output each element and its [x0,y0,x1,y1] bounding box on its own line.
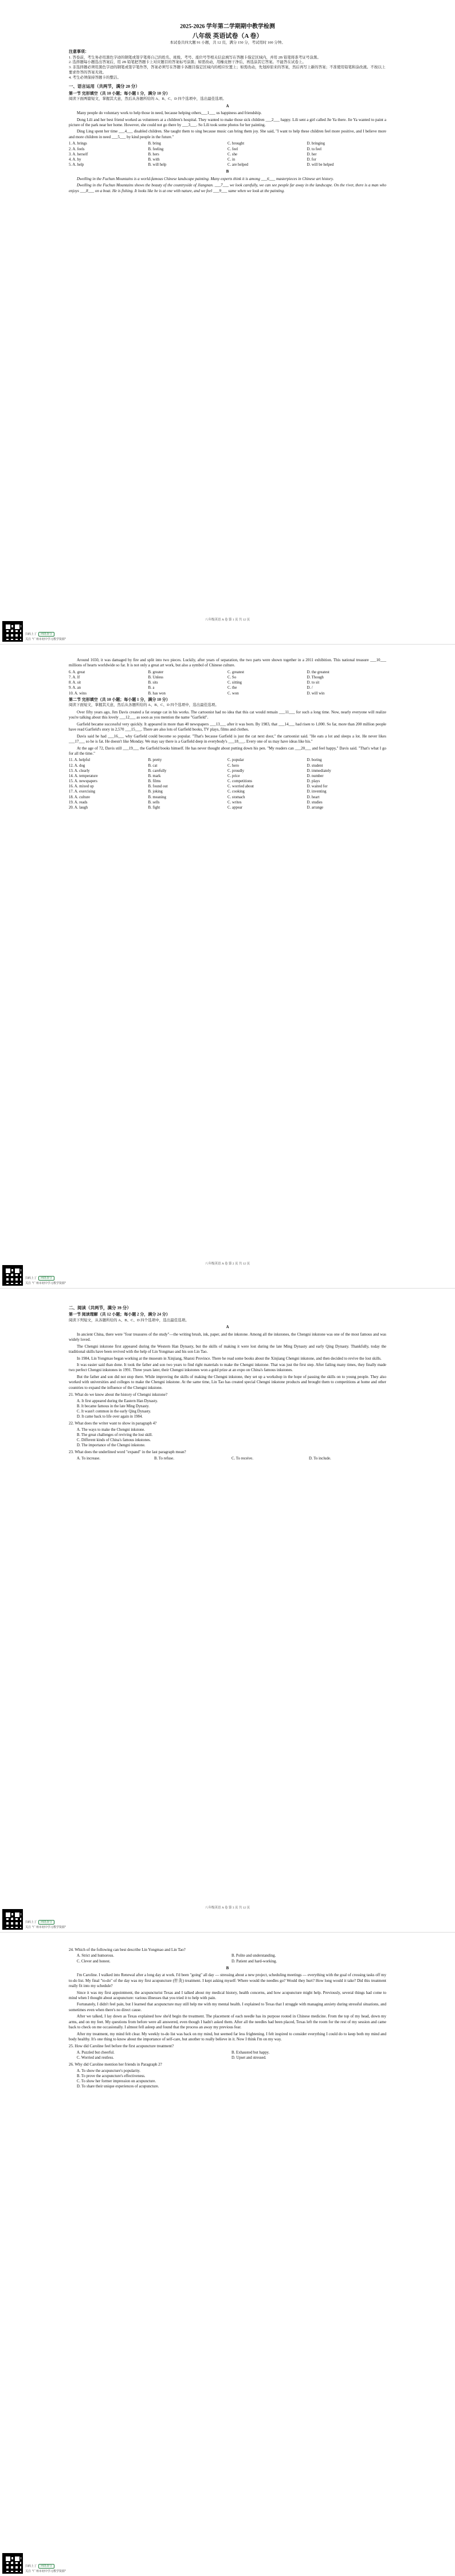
passage-paragraph: It was easier said than done. It took the father and son two years to find right materials to make the Chengni inkstone. That was just the first step. After failing many times, they finally made two perfect Chengni inkstones in 1991. Three years later, their Chengni inkstones won a gold prize at an expo on China's famous inkstones. [69,1362,386,1373]
option: 4. A. by [69,157,81,162]
question-option: D. It came back to life over again in 1984. [77,1415,143,1419]
passage-paragraph: After we talked, I lay down as Texas explained how she'd begin the treatment. The placement of each needle has its purpose rooted in Chinese medicine. From the top of my head, down my arms, and on my feet. My questions from before were all answered, even though I hadn't asked them. After all the needles had been placed, Texas left the room for the rest of my session and came back to check on me occasionally. I almost fell asleep and found that the process an away my previous fear. [69,2014,386,2030]
options-grid [77,2050,386,2060]
question-option: C. To show her former impression on acupuncture. [77,2079,156,2084]
question-option: A. To show the acupuncture's popularity. [77,2068,140,2073]
notice-item: 1. 答卷前，考生务必用黑色字迹的钢笔或签字笔将自己的姓名、班级、考号、座位号等相关信息填写在答题卡指定区域内，并用 2B 铅笔将准考证号涂黑。 [69,55,321,60]
option: D. student [307,763,323,768]
option: B. feeling [148,147,164,151]
passage-paragraph: In 1984, Lin Yongmao began working at the museum in Xinjiang, Shanxi Province. There he read some books about the Xinjiang Chengni inkstone, and then decided to revive the lost skills. [77,1356,382,1361]
part-2-section-1-title: 第一节 阅读理解（共 12 小题；每小题 2 分，满分 24 分） [69,1312,170,1317]
qr-block[interactable] [2,2553,66,2574]
passage-paragraph: In ancient China, there were "four treasures of the study"—the writing brush, ink, paper, and the inkstone. Among all the inkstones, the Chengni inkstone was one of the most famous and was widely loved. [69,1332,386,1342]
option: D. arrange [307,805,324,810]
page-1-content [69,23,386,195]
passage-paragraph: Davis said he had ___16___ why Garfield could become so popular. "That's because Garfield is just the cat next door," the cartoonist said. "He eats a lot and sleeps a lot. He never likes ___17___ so he is fat. He doesn't like Monday. We may say there is a Garfield deep in everybody's ___18___. Every one of us may have ideas like his." [69,733,386,744]
option: B. sells [148,800,160,805]
option: C. writes [227,800,242,805]
option: A. Puzzled but cheerful. [77,2050,115,2055]
option: C. competitions [227,779,253,784]
option: D. heart [307,795,320,799]
question-stem: 26. Why did Caroline mention her friends in Paragraph 2? [69,2062,162,2067]
option: A. To increase. [77,1456,100,1461]
passage-paragraph: Over fifty years ago, Jim Davis created a fat orange cat in his works. The cartoonist had no idea that this cat would remain ___11___ for such a long time. Now, nearly everyone will realize you're talking about this lovely ___12___ as soon as you mention the name "Garfield". [69,709,386,720]
option: D. her [307,152,317,157]
qr-caption: 关注 "广州市初中学习教学资源" [25,1926,66,1930]
option: 8. A. sit [69,681,81,685]
question-option: B. The great challenges of reviving the lost skill. [77,1433,153,1437]
option: D. boring [307,758,322,763]
option: B. Polite and understanding. [232,1954,276,1958]
qr-caption: 关注 "广州市初中学习教学资源" [25,2570,66,2574]
qr-badge: 网络查分 [38,2564,54,2569]
option: B. a [148,686,155,690]
option: C. feel [227,147,238,151]
qr-tag [25,2564,66,2569]
options-row [69,670,386,675]
passage-paragraph: Garfield became successful very quickly. It appeared in more than 40 newspapers ___13___ after it was born. By 1983, that ___14___ had risen to 1,000. So far, more than 200 million people have read Garfield's story in 2,570 ___15___. There are also lots of Garfield books, TV plays, films and clothes. [69,721,386,732]
notice-title: 注意事项： [69,49,89,54]
option: C. greatest [227,670,245,674]
option: 15. A. newspapers [69,779,97,784]
option: B. joking [148,790,163,794]
options-row [69,795,386,800]
options-row [69,774,386,779]
qr-block[interactable] [2,1265,66,1286]
option: B. pretty [148,758,162,763]
qr-tag-label: 扫码上了 [25,632,37,636]
option: 20. A. laugh [69,805,88,810]
question-option: B. It became famous in the late Ming Dynasty. [77,1404,150,1408]
exam-subtitle: 八年级 英语试卷（A 卷） [192,32,263,40]
passage-paragraph: After my treatment, my mind felt clear. My weekly to-do list was back on my mind, but seemed far less frightening. I felt inspired to consider everything I could do to keep both my mind and body healthy. It's one thing to know about the importance of self-care, but another to really believe in it. Now I think I'm on my way. [69,2031,386,2042]
option: C. stomach [227,795,245,799]
option: 5. A. help [69,163,84,167]
passage-paragraph: At the age of 72, Davis still ___19___ the Garfield books himself. He has never thought about putting down his pen. "My readers can ___20___ and feel happy," Davis said. "That's what I go for all the time." [69,746,386,756]
option: 2. A. feels [69,147,85,151]
question-option: D. To share their unique experiences of acupuncture. [77,2085,159,2089]
page-footer: 八年级英语 A 卷 第 2 页 共 12 页 [205,1262,250,1266]
option: 7. A. If [69,676,80,680]
option: C. the [227,686,237,690]
option: 12. A. dog [69,763,85,768]
option: 19. A. reads [69,800,88,805]
option: D. Though [307,676,324,680]
option: B. found out [148,784,168,789]
exam-page-4 [0,1932,455,2576]
option: C. appear [227,805,243,810]
question-stem: 21. What do we know about the history of Chengni inkstone? [69,1392,167,1398]
passage-paragraph: Fortunately, I didn't feel pain, but I learned that acupuncture may still help me with my mental health. I explained to Texas that I struggle with managing anxiety during stressful situations, and sometimes even when there's no direct cause. [69,2002,386,2012]
page-footer: 八年级英语 A 卷 第 1 页 共 12 页 [205,618,250,622]
part-1-section-2-instructions: 阅读下面短文，掌握其大意，然后从各题所给的 A、B、C、D 四个选项中，选出最佳选项。 [69,703,219,708]
page-footer: 八年级英语 A 卷 第 3 页 共 12 页 [205,1906,250,1910]
option: D. bringing [307,142,325,146]
passage-paragraph: Around 1650, it was damaged by fire and split into two pieces. Luckily, after years of separation, the two parts were shown together in a 2011 exhibition. This national treasure ___10___ millions of hearts worldwide so far. It is not only a great art work, but also a symbol of Chinese culture. [69,658,386,668]
option: D. number [307,774,324,778]
exam-note: 本试卷共四大题 91 小题，共 12 页，满分 150 分，考试用时 100 分钟。 [170,41,285,45]
option: C. So [227,676,237,680]
part-1-section-1-instructions: 阅读下面两篇短文，掌握其大意，然后从各题所给的 A、B、C、D 四个选项中，选出最佳选项。 [69,96,226,101]
option: D. immediately [307,768,331,773]
option: D. to sit [307,681,320,685]
exam-page-3 [0,1288,455,1932]
options-row [69,141,386,146]
qr-code-icon[interactable] [2,1265,23,1286]
option: C. popular [227,758,244,763]
option: B. fight [148,805,160,810]
page-divider [0,644,455,645]
option: C. are helped [227,163,249,167]
option: D. To include. [309,1456,331,1461]
question-stem: 22. What does the writer want to show in paragraph 4? [69,1421,157,1426]
options-row [69,691,386,696]
options-row [69,152,386,157]
options-row [69,800,386,805]
option: B. with [148,157,160,162]
option: 13. A. clearly [69,768,90,773]
passage-label: A [226,103,229,108]
option: D. plays [307,779,320,784]
options-row [69,685,386,690]
qr-badge: 网络查分 [38,1276,54,1281]
option: C. Clever and honest. [77,1959,111,1964]
option: B. sits [148,681,158,685]
exam-page-1 [0,0,455,644]
options-row [69,763,386,768]
option: D. will be helped [307,163,334,167]
part-1-title: 一、语言运用（共两节，满分 20 分） [69,84,140,89]
option: B. will help [148,163,167,167]
option: D. inventing [307,790,327,794]
options-row [69,147,386,152]
option: C. cooking [227,790,245,794]
option: B. cat [148,763,158,768]
qr-tag-label: 扫码上了 [25,1276,37,1280]
qr-block[interactable] [2,1909,66,1930]
option: C. hero [227,763,240,768]
qr-text [25,1920,66,1930]
part-2-title: 二、阅读（共两节，满分 39 分） [69,1305,131,1310]
options-row [69,784,386,789]
option: D. Upset and stressed. [232,2056,266,2060]
option: C. price [227,774,240,778]
option: C. she [227,152,237,157]
option: D. to feel [307,147,321,151]
passage-label: B [226,169,229,174]
passage-label: B [226,1965,229,1970]
option: B. Unless [148,676,163,680]
option: C. To receive. [232,1456,253,1461]
part-1-section-2-title: 第二节 完形填空（共 10 小题；每小题 1 分，满分 10 分） [69,697,170,702]
qr-text [25,2564,66,2574]
question-option: A. It first appeared during the Eastern Han Dynasty. [77,1399,158,1403]
option: B. Exhausted but happy. [232,2050,270,2055]
exam-page-2 [0,644,455,1288]
qr-caption: 关注 "广州市初中学习教学资源" [25,1282,66,1286]
passage-paragraph: Since it was my first appointment, the acupuncturist Texas and I talked about my medical history, health concerns, and how acupuncture might help. Previously, several things had come to mind when I thought about acupuncture: various illnesses that you tried it to help with pain. [69,1990,386,2000]
passage-paragraph: Ding Ling spent her time ___4___ disabled children. She taught them to sing because music can bring them joy. She said, "I want to help these children feel more positive, and I believe more and more children in need ___5___ by kind people in the future." [69,129,386,139]
option: D. for [307,157,316,162]
qr-text [25,1276,66,1286]
option: A. Strict and humorous. [77,1954,115,1958]
option: B. bring [148,142,161,146]
option: B. has won [148,691,166,696]
option: 14. A. temperature [69,774,98,778]
option: C. Worried and restless. [77,2056,114,2060]
options-grid [77,1953,386,1964]
page-divider [0,1288,455,1289]
qr-tag-label: 扫码上了 [25,2564,37,2568]
qr-badge: 网络查分 [38,1920,54,1925]
passage-paragraph: I'm Caroline. I walked into Renewal after a long day at work. I'd been "going" all day — stressing about a new project, scheduling meetings — everything with the goal of crossing tasks off my to-do list. My final "to-do" of the day was my first acupuncture (针灸) treatment. I kept asking myself: Where would the needles go? Would they hurt? How long would it take? Did this treatment really fit into my schedule? [69,1973,386,1989]
qr-caption: 关注 "广州市初中学习教学资源" [25,638,66,642]
options-row [69,162,386,167]
option: D. waited for [307,784,328,789]
page-divider [0,1932,455,1933]
option: 11. A. helpful [69,758,91,763]
options-row [69,680,386,685]
option: 9. A. an [69,686,81,690]
question-stem: 23. What does the underlined word "expand" in the last paragraph mean? [69,1450,186,1455]
passage-paragraph: But the father and son did not stop there. While improving the skills of making the Chengni inkstone, they set up a workshop in the hope of passing the skills on to young people. They also worked with universities and colleges to make the Chengni inkstone. At the same time, Lin Tao has created special Chengni inkstone products and brought them to competitions at home and other countries to expand the influence of the Chengni inkstone. [69,1374,386,1390]
options-row [69,675,386,680]
option: D. studies [307,800,323,805]
question-option: A. The ways to make the Chengni inkstone. [77,1427,145,1432]
option: 16. A. mixed up [69,784,94,789]
qr-code-icon[interactable] [2,1909,23,1930]
option: 17. A. exercising [69,790,96,794]
qr-tag [25,1920,66,1925]
question-option: B. To prove the acupuncture's effectiveness. [77,2074,146,2078]
part-1-section-1-title: 第一节 完形填空（共 10 小题；每小题 1 分，满分 10 分） [69,91,170,96]
option: 1. A. brings [69,142,87,146]
option: C. in [227,157,236,162]
passage-label: A [226,1325,229,1330]
option: B. hers [148,152,159,157]
option: B. carefully [148,768,167,773]
passage-paragraph: The Chengni inkstone first appeared during the Western Han Dynasty, but the skills of making it were lost during the late Ming Dynasty and early Qing Dynasty. Thankfully, today the traditional skills have been revived with the help of Lin Yongmao and his son Lin Tao. [69,1344,386,1355]
options-row [69,779,386,784]
options-row [69,789,386,794]
options-row [69,768,386,774]
option: B. To refuse. [154,1456,174,1461]
qr-badge: 网络查分 [38,632,54,637]
option: B. mark [148,774,161,778]
part-2-section-1-instructions: 阅读下列短文，从各题所给的 A、B、C、D 四个选项中，选出最佳选项。 [69,1318,189,1322]
option: B. films [148,779,161,784]
option: C. brought [227,142,245,146]
qr-code-icon[interactable] [2,621,23,642]
passage-paragraph: Dwelling in the Fuchun Mountains shows the beauty of the countryside of Jiangnan. ___7___ we look carefully, we can see people far away in the landscape. On the river, there is a man who enjoys ___8___ on a boat. He is fishing. It looks like he is at one with nature, and we feel ___9___ same when we look at the painting. [69,183,386,193]
qr-block[interactable] [2,621,66,642]
option: 10. A. wins [69,691,87,696]
passage-paragraph: Dwelling in the Fuchun Mountains is a world-famous Chinese landscape painting. Many experts think it is among ___6___ masterpieces in Chinese art history. [77,176,334,181]
option: B. meaning [148,795,166,799]
options-row [69,758,386,763]
passage-paragraph: Dong Lili and her best friend worked as volunteers at a children's hospital. They wanted to make those sick children ___2___ happy. Lili sent a girl called Jie Ya there. Jie Ya wanted to paint a picture of the park near her home. However, she could not go there by ___3___. So Lili took some photos for her painting. [69,117,386,128]
qr-text [25,632,66,642]
options-row [77,1456,386,1461]
exam-title: 2025-2026 学年第二学期期中教学检测 [180,24,275,30]
qr-tag [25,632,66,637]
option: D. / [307,686,313,690]
question-stem: 25. How did Caroline feel before the first acupuncture treatment? [69,2044,174,2049]
notice-item: 2. 选择题每小题选出答案后，用 2B 铅笔把答题卡上对应题目的答案标号涂黑；如需改动，用橡皮擦干净后，再选涂其它答案。不能答在试卷上。 [69,60,306,65]
notice-item: 3. 非选择题必须用黑色字迹的钢笔或签字笔作答，答案必须写在答题卡各题目指定区域内的相应位置上；如需改动，先划掉原来的答案，然后再写上新的答案；不准使用铅笔和涂改液。不按以上要求作答的答案无效。 [69,65,386,75]
page-4-content [69,1946,386,2089]
qr-code-icon[interactable] [2,2553,23,2574]
option: B. greater [148,670,164,674]
options-row [69,157,386,162]
options-row [69,805,386,810]
question-stem: 24. Which of the following can best describe Lin Yongmao and Lin Tao? [69,1947,186,1952]
question-option: C. Different kinds of China's famous inkstones. [77,1438,151,1443]
page-3-content [69,1302,386,1461]
option: D. the greatest [307,670,330,674]
option: C. proudly [227,768,245,773]
notice-item: 4. 考生必须保持答题卡的整洁。 [69,75,121,80]
qr-tag-label: 扫码上了 [25,1920,37,1924]
option: 3. A. herself [69,152,88,157]
option: 6. A. great [69,670,85,674]
option: C. sitting [227,681,242,685]
option: D. will win [307,691,325,696]
option: C. worried about [227,784,254,789]
page-2-content [69,658,386,810]
question-option: C. It wasn't common in the early Qing Dynasty. [77,1409,151,1414]
option: 18. A. culture [69,795,90,799]
option: C. won [227,691,239,696]
passage-paragraph: Many people do voluntary work to help those in need, because helping others___1___ us happiness and friendship. [77,111,262,116]
option: D. Patient and hard-working. [232,1959,277,1964]
qr-tag [25,1276,66,1281]
question-option: D. The importance of the Chengni inkstone. [77,1443,146,1448]
